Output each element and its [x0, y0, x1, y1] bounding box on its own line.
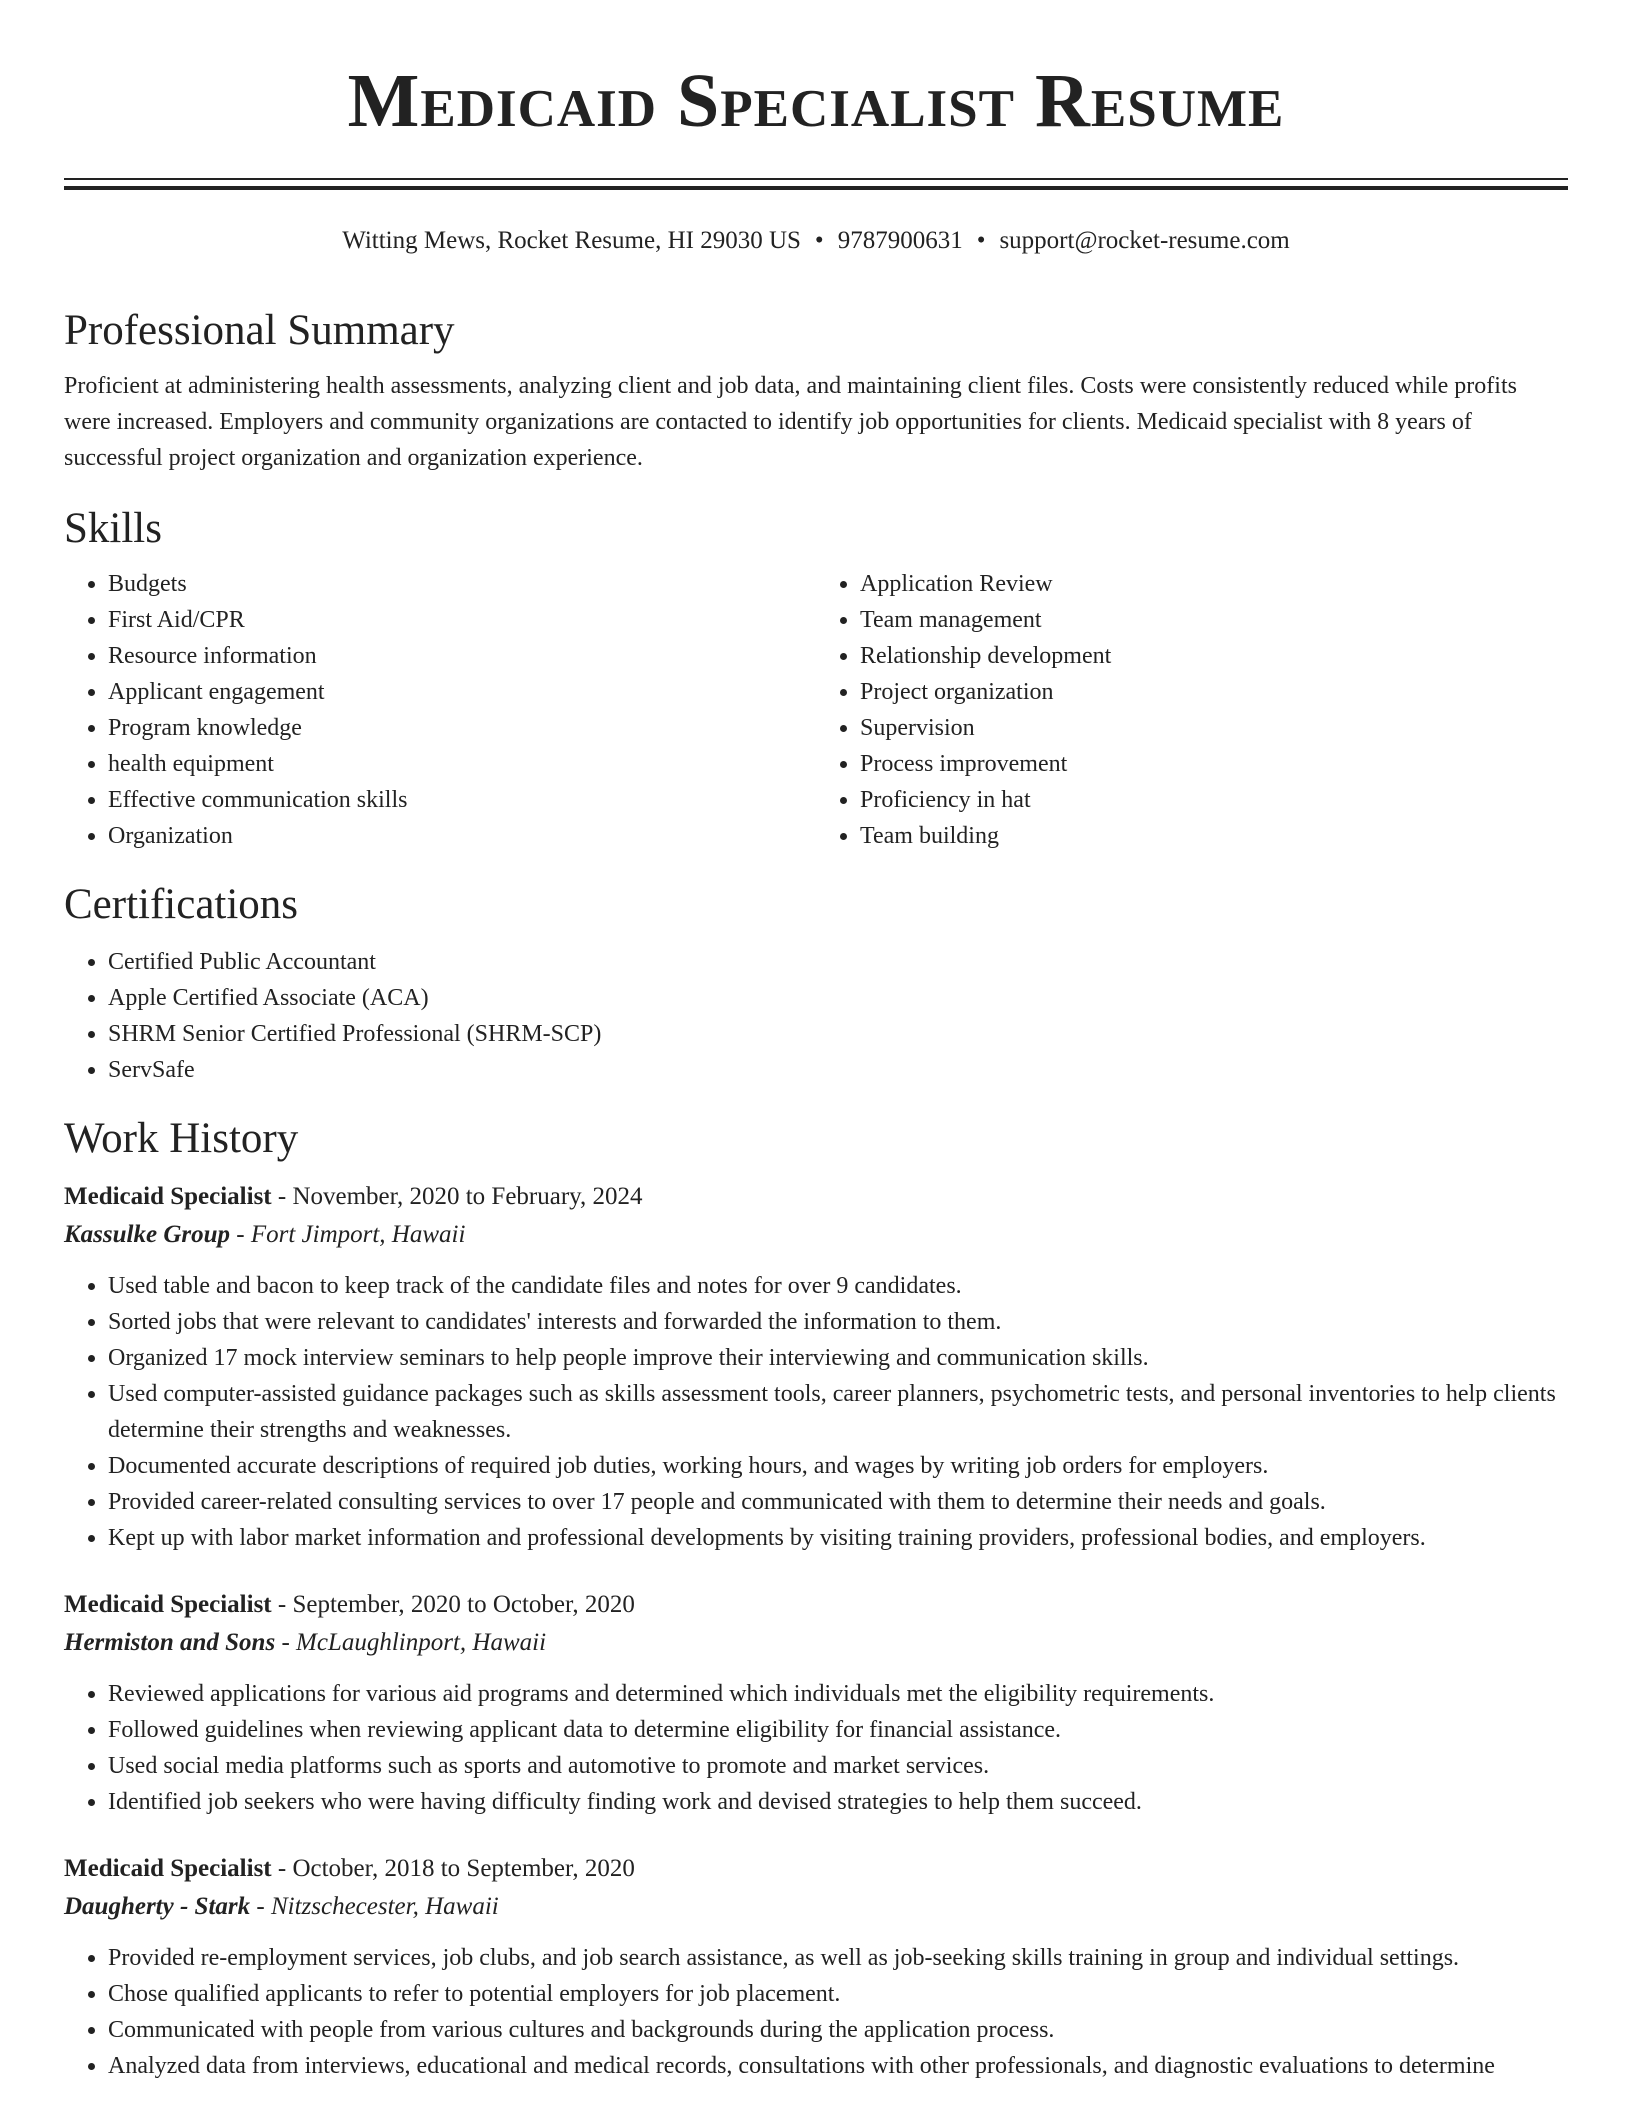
certifications-list	[64, 944, 1568, 1088]
company-name: Daugherty - Stark	[64, 1893, 251, 1920]
skills-section	[64, 502, 1568, 854]
contact-separator: •	[814, 227, 824, 254]
contact-email: support@rocket-resume.com	[999, 227, 1290, 254]
summary-heading: Professional Summary	[64, 307, 455, 354]
skill-item: • Project organization	[860, 674, 1568, 710]
duty-item: • Used computer-assisted guidance packages such as skills assessment tools, career planners, psychometric tests, and personal inventories to help clients determine their strengths and weaknesses.	[108, 1376, 1568, 1448]
duty-item: • Analyzed data from interviews, educational and medical records, consultations with other professionals, and diagnostic evaluations to determine	[108, 2048, 1568, 2084]
skills-list-right	[816, 566, 1568, 854]
job-header	[64, 1586, 1568, 1624]
certification-item: • Certified Public Accountant	[108, 944, 1568, 980]
work-history-heading: Work History	[64, 1115, 299, 1162]
certifications-section	[64, 878, 1568, 1088]
duties-list	[64, 1940, 1568, 2084]
duty-item: • Chose qualified applicants to refer to potential employers for job placement.	[108, 1976, 1568, 2012]
resume-title: Medicaid Specialist Resume	[347, 59, 1285, 143]
summary-section	[64, 304, 1568, 476]
skill-item: • Team management	[860, 602, 1568, 638]
skill-item: • Effective communication skills	[108, 782, 816, 818]
company-line	[64, 1624, 1568, 1662]
skill-item: • Relationship development	[860, 638, 1568, 674]
duty-item: • Used social media platforms such as sports and automotive to promote and market services.	[108, 1748, 1568, 1784]
summary-text: Proficient at administering health assessments, analyzing client and job data, and maintaining client files. Costs were consistently reduced while profits were increased. Employers and community organizations are contacted to identify job opportunities for clients. Medicaid specialist with 8 years of successful project organization and organization experience.	[64, 373, 1517, 471]
title-divider	[64, 178, 1568, 190]
job-title: Medicaid Specialist	[64, 1183, 272, 1210]
work-history-section	[64, 1112, 1568, 2084]
certifications-heading: Certifications	[64, 881, 299, 928]
divider-thin-line	[64, 178, 1568, 180]
job-entry	[64, 1178, 1568, 1556]
duty-item: • Communicated with people from various cultures and backgrounds during the application process.	[108, 2012, 1568, 2048]
contact-address: Witting Mews, Rocket Resume, HI 29030 US	[342, 227, 801, 254]
skills-heading: Skills	[64, 505, 162, 552]
skills-columns	[64, 566, 1568, 854]
job-dates: - October, 2018 to September, 2020	[271, 1855, 635, 1882]
duty-item: • Identified job seekers who were having difficulty finding work and devised strategies to help them succeed.	[108, 1784, 1568, 1820]
company-line	[64, 1888, 1568, 1926]
skill-item: • Proficiency in hat	[860, 782, 1568, 818]
skill-item: • Process improvement	[860, 746, 1568, 782]
skill-item: • Resource information	[108, 638, 816, 674]
certification-item: • ServSafe	[108, 1052, 1568, 1088]
contact-phone: 9787900631	[837, 227, 963, 254]
divider-thick-line	[64, 186, 1568, 190]
job-header	[64, 1850, 1568, 1888]
contact-separator: •	[976, 227, 986, 254]
company-name: Kassulke Group	[64, 1221, 231, 1248]
duty-item: • Sorted jobs that were relevant to candidates' interests and forwarded the information to them.	[108, 1304, 1568, 1340]
job-title: Medicaid Specialist	[64, 1591, 272, 1618]
company-line	[64, 1216, 1568, 1254]
duty-item: • Followed guidelines when reviewing applicant data to determine eligibility for financial assistance.	[108, 1712, 1568, 1748]
company-location: - Fort Jimport, Hawaii	[230, 1221, 466, 1248]
job-dates: - November, 2020 to February, 2024	[271, 1183, 643, 1210]
job-dates: - September, 2020 to October, 2020	[271, 1591, 635, 1618]
skill-item: • Team building	[860, 818, 1568, 854]
company-location: - McLaughlinport, Hawaii	[275, 1629, 547, 1656]
duties-list	[64, 1676, 1568, 1820]
skill-item: • First Aid/CPR	[108, 602, 816, 638]
duty-item: • Kept up with labor market information and professional developments by visiting training providers, professional bodies, and employers.	[108, 1520, 1568, 1556]
certification-item: • Apple Certified Associate (ACA)	[108, 980, 1568, 1016]
duty-item: • Provided re-employment services, job clubs, and job search assistance, as well as job-seeking skills training in group and individual settings.	[108, 1940, 1568, 1976]
duty-item: • Reviewed applications for various aid programs and determined which individuals met the eligibility requirements.	[108, 1676, 1568, 1712]
company-name: Hermiston and Sons	[64, 1629, 276, 1656]
skills-list-left	[64, 566, 816, 854]
contact-line	[0, 224, 1632, 258]
skill-item: • health equipment	[108, 746, 816, 782]
duty-item: • Used table and bacon to keep track of the candidate files and notes for over 9 candidates.	[108, 1268, 1568, 1304]
skill-item: • Budgets	[108, 566, 816, 602]
skill-item: • Organization	[108, 818, 816, 854]
job-entry	[64, 1850, 1568, 2084]
skill-item: • Program knowledge	[108, 710, 816, 746]
duty-item: • Organized 17 mock interview seminars to help people improve their interviewing and communication skills.	[108, 1340, 1568, 1376]
company-location: - Nitzschecester, Hawaii	[250, 1893, 499, 1920]
skill-item: • Supervision	[860, 710, 1568, 746]
skill-item: • Application Review	[860, 566, 1568, 602]
duty-item: • Provided career-related consulting services to over 17 people and communicated with them to determine their needs and goals.	[108, 1484, 1568, 1520]
job-title: Medicaid Specialist	[64, 1855, 272, 1882]
job-header	[64, 1178, 1568, 1216]
certification-item: • SHRM Senior Certified Professional (SHRM-SCP)	[108, 1016, 1568, 1052]
duty-item: • Documented accurate descriptions of required job duties, working hours, and wages by writing job orders for employers.	[108, 1448, 1568, 1484]
duties-list	[64, 1268, 1568, 1556]
skill-item: • Applicant engagement	[108, 674, 816, 710]
job-entry	[64, 1586, 1568, 1820]
